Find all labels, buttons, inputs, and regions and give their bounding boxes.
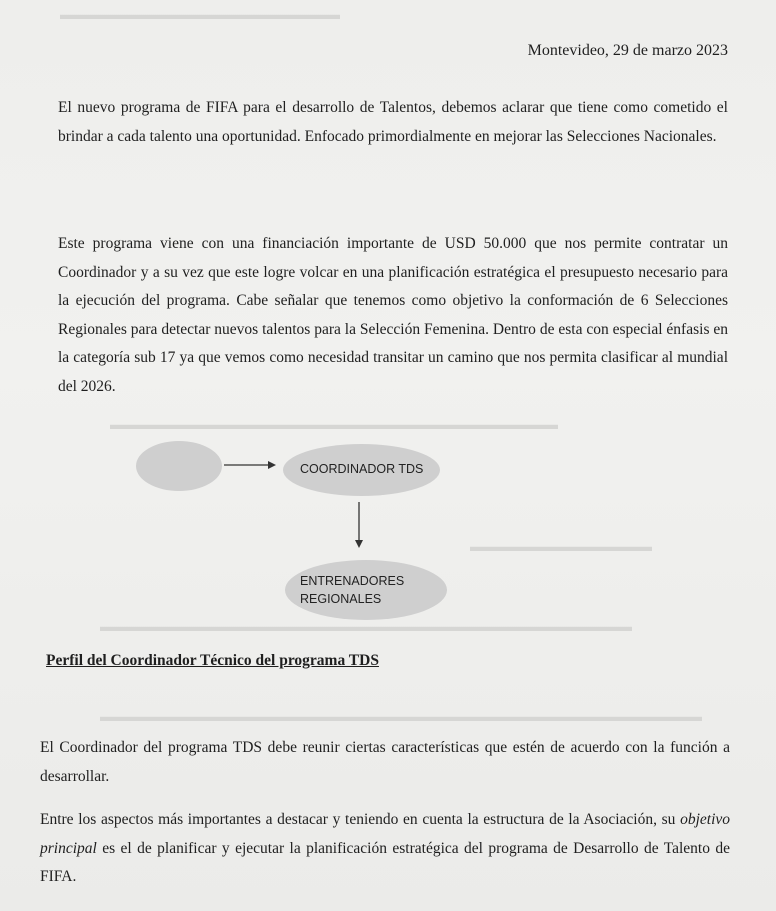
objective-text-end: es el de planificar y ejecutar la planificación estratégica del programa de Desarrollo de Talento de FIFA. bbox=[40, 839, 731, 885]
bleed-through-text: ▬▬▬▬▬▬▬▬▬▬▬▬▬▬▬▬▬▬▬▬▬▬▬▬▬▬▬▬▬▬▬▬▬▬▬▬▬▬ bbox=[100, 620, 632, 635]
objective-paragraph bbox=[40, 806, 730, 892]
arrow-down-icon bbox=[355, 502, 363, 548]
requirements-paragraph: El Coordinador del programa TDS debe reunir ciertas características que estén de acuerdo con la función a desarrollar. bbox=[40, 739, 730, 785]
bleed-through-text: ▬▬▬▬▬▬▬▬▬▬▬▬▬ bbox=[470, 540, 652, 555]
arrow-right-icon bbox=[224, 461, 276, 469]
coordinator-node-label: COORDINADOR TDS bbox=[300, 462, 424, 476]
trainers-node-label: ENTRENADORES REGIONALES bbox=[300, 574, 405, 606]
date-line: Montevideo, 29 de marzo 2023 bbox=[527, 42, 728, 59]
section-heading: Perfil del Coordinador Técnico del programa TDS bbox=[46, 652, 379, 669]
objective-text-start: Entre los aspectos más importantes a destacar y teniendo en cuenta la estructura de la Asociación, su bbox=[40, 811, 676, 828]
bleed-through-text: ▬▬▬▬▬▬▬▬▬▬▬▬▬▬▬▬▬▬▬▬ bbox=[60, 8, 340, 23]
intro-paragraph: El nuevo programa de FIFA para el desarrollo de Talentos, debemos aclarar que tiene como cometido el brindar a cada talento una oportunidad. Enfocado primordialmente en mejorar las Selecciones Nacionales. bbox=[58, 99, 728, 145]
bleed-through-text: ▬▬▬▬▬▬▬▬▬▬▬▬▬▬▬▬▬▬▬▬▬▬▬▬▬▬▬▬▬▬▬▬▬▬▬▬▬▬▬▬▬▬▬ bbox=[100, 710, 702, 725]
funding-paragraph: Este programa viene con una financiación importante de USD 50.000 que nos permite contratar un Coordinador y a su vez que este logre volcar en una planificación estratégica el presupuesto necesario para la ejecución del programa. Cabe señalar que tenemos como objetivo la conformación de 6 Selecciones Regionales para detectar nuevos talentos para la Selección Femenina. Dentro de esta con especial énfasis en la categoría sub 17 ya que vemos como necesidad transitar un camino que nos permita clasificar al mundial del 2026. bbox=[58, 235, 728, 395]
objective-emphasis: objetivo principal bbox=[40, 811, 731, 857]
bleed-through-text: ▬▬▬▬▬▬▬▬▬▬▬▬▬▬▬▬▬▬▬▬▬▬▬▬▬▬▬▬▬▬▬▬ bbox=[110, 418, 558, 433]
